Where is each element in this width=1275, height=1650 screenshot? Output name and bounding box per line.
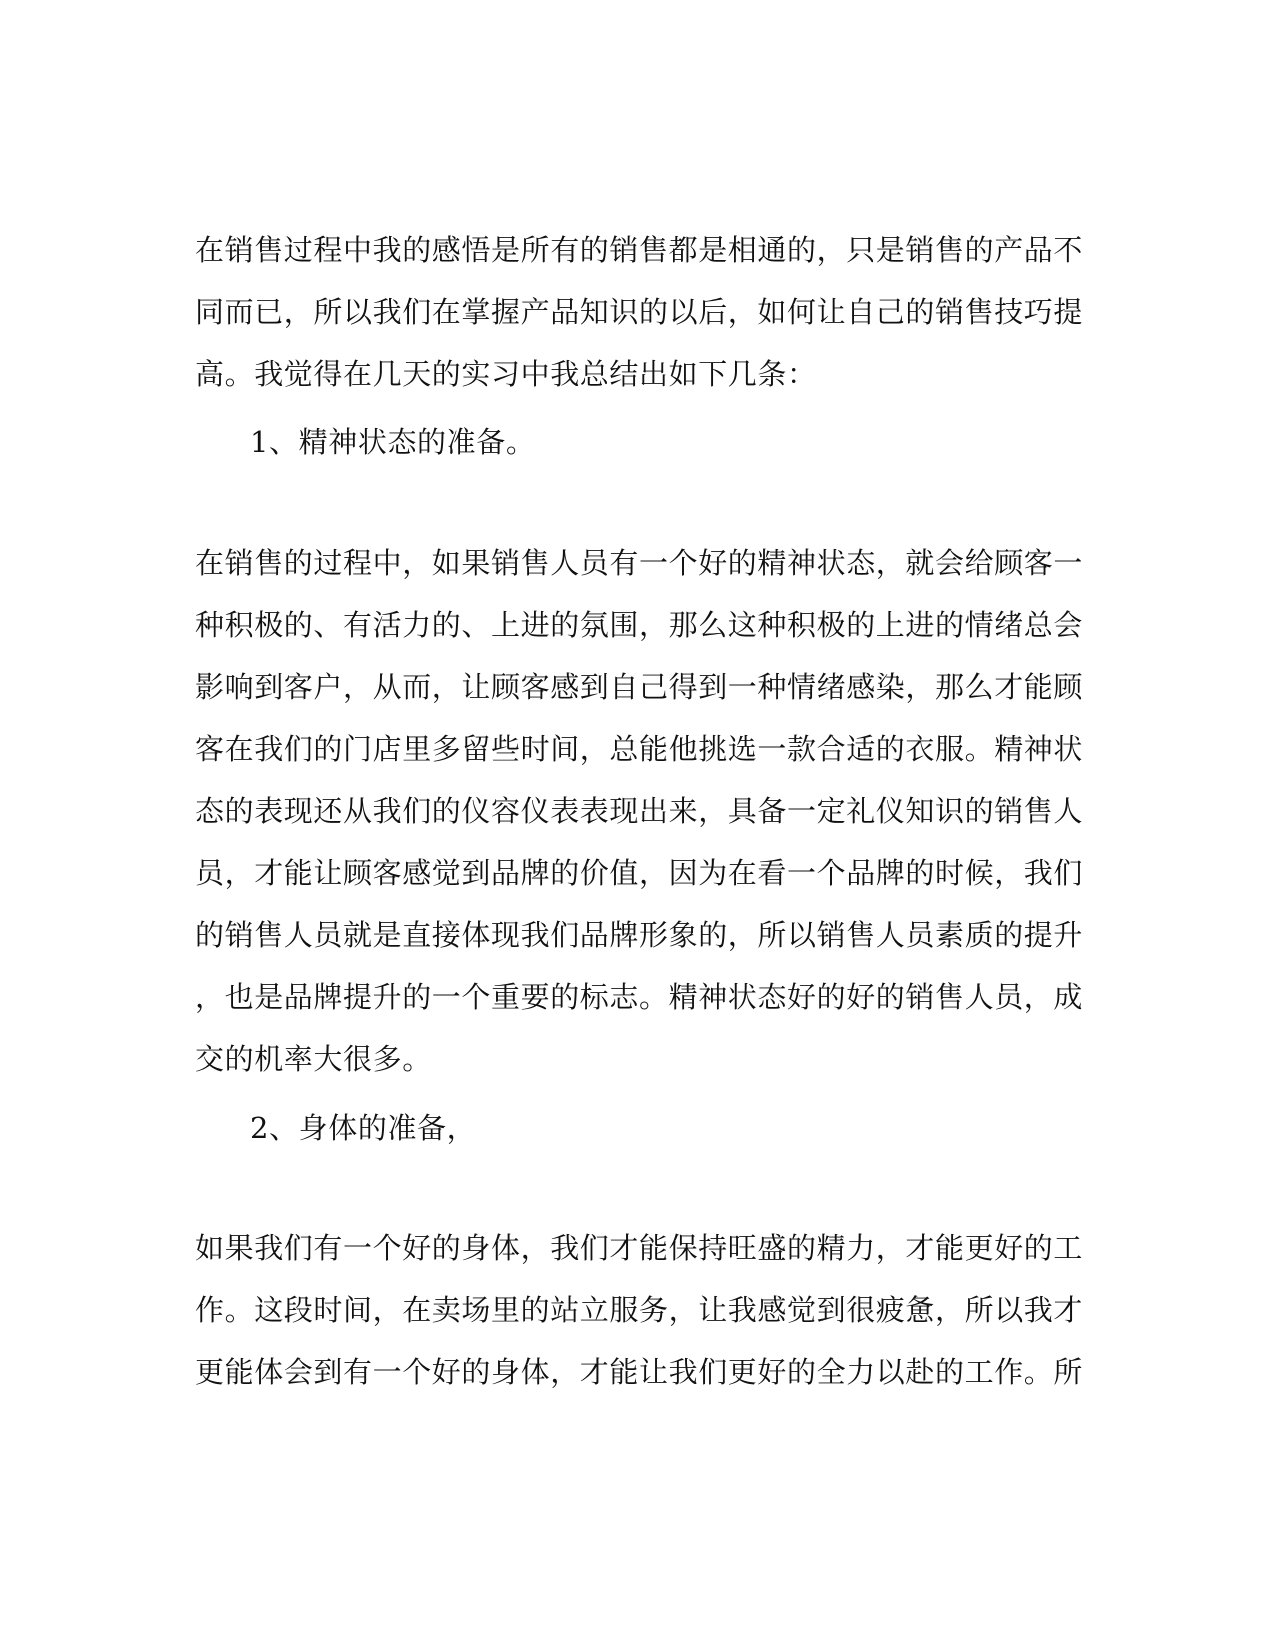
paragraph-2-line-9: 交的机率大很多。	[195, 1042, 432, 1076]
paragraph-1-line-2: 同而已，所以我们在掌握产品知识的以后，如何让自己的销售技巧提	[195, 295, 1084, 329]
section-heading-2: 2、身体的准备，	[250, 1111, 477, 1145]
paragraph-2-line-7: 的销售人员就是直接体现我们品牌形象的，所以销售人员素质的提升	[195, 918, 1084, 952]
paragraph-2-line-6: 员，才能让顾客感觉到品牌的价值，因为在看一个品牌的时候，我们	[195, 856, 1084, 890]
section-heading-1: 1、精神状态的准备。	[250, 425, 536, 459]
paragraph-2-line-3: 影响到客户，从而，让顾客感到自己得到一种情绪感染，那么才能顾	[195, 670, 1084, 704]
paragraph-2-line-8: ，也是品牌提升的一个重要的标志。精神状态好的好的销售人员，成	[195, 980, 1084, 1014]
paragraph-2-line-4: 客在我们的门店里多留些时间，总能他挑选一款合适的衣服。精神状	[195, 732, 1084, 766]
paragraph-3-line-3: 更能体会到有一个好的身体，才能让我们更好的全力以赴的工作。所	[195, 1355, 1084, 1389]
paragraph-3-line-2: 作。这段时间，在卖场里的站立服务，让我感觉到很疲惫，所以我才	[195, 1293, 1084, 1327]
paragraph-1-line-1: 在销售过程中我的感悟是所有的销售都是相通的，只是销售的产品不	[195, 233, 1084, 267]
paragraph-3-line-1: 如果我们有一个好的身体，我们才能保持旺盛的精力，才能更好的工	[195, 1231, 1084, 1265]
paragraph-2-line-2: 种积极的、有活力的、上进的氛围，那么这种积极的上进的情绪总会	[195, 608, 1084, 642]
paragraph-2-line-5: 态的表现还从我们的仪容仪表表现出来，具备一定礼仪知识的销售人	[195, 794, 1084, 828]
paragraph-1-line-3: 高。我觉得在几天的实习中我总结出如下几条：	[195, 357, 817, 391]
paragraph-2-line-1: 在销售的过程中，如果销售人员有一个好的精神状态，就会给顾客一	[195, 546, 1084, 580]
